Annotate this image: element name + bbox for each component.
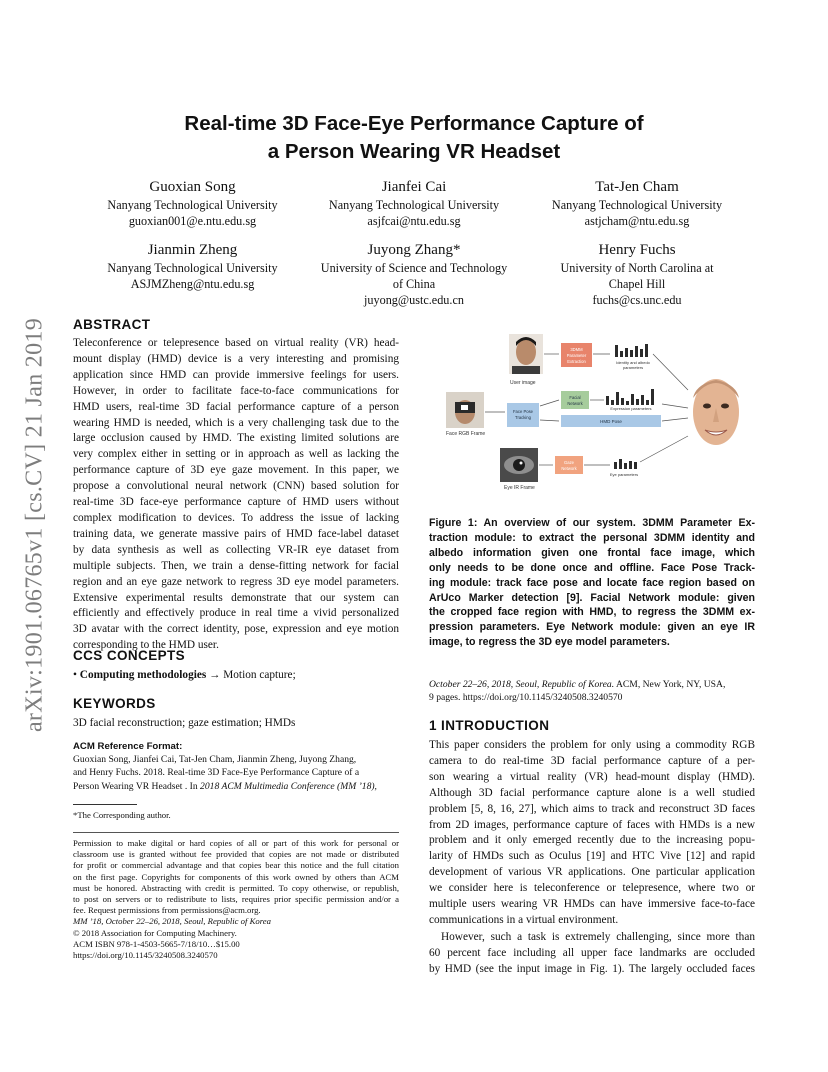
paper-title: [0, 110, 828, 166]
user-image: [509, 334, 543, 374]
text-line: very complex either in setting or in approach as well as lacking the: [73, 448, 399, 461]
expression-label: Expression parameters: [610, 406, 652, 411]
arxiv-id: arXiv:1901.06765v1 [cs.CV] 21 Jan 2019: [21, 317, 48, 733]
label-user-image: User image: [510, 380, 536, 386]
title-line-1: Real-time 3D Face-Eye Performance Capture of: [184, 112, 644, 135]
face-pose-label-2: Tracking: [515, 415, 531, 420]
text-line: mount display (HMD) device is a very interesting and promising: [73, 352, 399, 365]
text-line: problem and it only emerged recently due to the increasing popu-: [429, 834, 755, 847]
text-line: ArUco Marker detection [9]. Facial Network module: given: [429, 591, 755, 604]
gaze-network-box: [555, 456, 583, 474]
author-block-1: [85, 178, 300, 229]
author-email: juyong@ustc.edu.cn: [364, 293, 464, 307]
abstract-body: [73, 336, 399, 654]
author-email: ASJMZheng@ntu.edu.sg: [130, 277, 255, 291]
text-line: fee. Request permissions from permissions@acm.org.: [73, 905, 261, 916]
author-email: guoxian001@e.ntu.edu.sg: [128, 214, 257, 228]
facial-net-label-2: Network: [567, 401, 583, 406]
acm-ref-continued: [429, 678, 755, 704]
identity-bars: [615, 344, 648, 357]
text-line: training data, we generate massive pairs of HMD face-label dataset: [73, 527, 399, 540]
acm-ref-cont-line: 9 pages. https://doi.org/10.1145/3240508.3240570: [429, 692, 623, 704]
arxiv-sidebar: [10, 290, 60, 760]
facial-net-label-1: Facial: [569, 395, 581, 400]
text-line: wearing HMD is needed, which is a very challenging task due to the: [73, 416, 399, 429]
acm-ref-line: Guoxian Song, Jianfei Cai, Tat-Jen Cham, Jianmin Zheng, Juyong Zhang,: [73, 754, 357, 766]
param-ext-label-1: 3DMM: [570, 347, 583, 352]
author-email: asjfcai@ntu.edu.sg: [367, 214, 461, 228]
text-line: Extensive experimental results demonstrate that our system can: [73, 591, 399, 604]
ccs-arrow: →: [209, 669, 221, 681]
text-line: Figure 1: An overview of our system. 3DMM Parameter Ex-: [429, 517, 755, 529]
text-line: larity of HMDs such as Oculus [19] and HTC Vive [12] and rapid: [429, 850, 755, 863]
author-block-3: [528, 178, 746, 229]
footnote-rule: [73, 804, 137, 805]
permission-doi: https://doi.org/10.1145/3240508.3240570: [73, 950, 218, 961]
text-line: region and an eye gaze network to regress 3D eye model parameters.: [73, 575, 399, 588]
gaze-net-label-1: Gaze: [563, 460, 575, 465]
text-line: communications in a virtual environment.: [429, 913, 619, 926]
author-name: Jianfei Cai: [381, 179, 447, 195]
abstract-heading: ABSTRACT: [73, 317, 151, 332]
acm-ref-cont-line: October 22–26, 2018, Seoul, Republic of Korea. ACM, New York, NY, USA,: [429, 679, 726, 690]
intro-body: [429, 738, 755, 929]
title-line-2: a Person Wearing VR Headset: [267, 140, 561, 163]
author-name: Tat-Jen Cham: [595, 179, 679, 195]
author-name: Juyong Zhang*: [367, 242, 461, 258]
acm-ref-heading: ACM Reference Format:: [73, 741, 183, 752]
ccs-heading: CCS CONCEPTS: [73, 648, 186, 663]
text-line: However, in order to facilitate face-to-face communications for: [73, 384, 399, 397]
permission-rule: [73, 832, 399, 833]
author-name: Jianmin Zheng: [147, 242, 238, 258]
author-block-6: [528, 241, 746, 308]
text-line: we consider here is teleconference or telepresence, where two or: [429, 882, 755, 895]
text-line: However, such a task is extremely challenging, since more than: [441, 931, 755, 943]
author-email: astjcham@ntu.edu.sg: [584, 214, 690, 228]
text-line: to post on servers or to redistribute to lists, requires prior specific permission and/or a: [73, 894, 399, 905]
text-line: multiple subjects. Then, we train a dense-fitting network for facial: [73, 559, 399, 572]
text-line: must be honored. Abstracting with credit is permitted. To copy otherwise, or republish,: [73, 882, 399, 893]
ccs-bold: Computing methodologies: [79, 669, 207, 681]
identity-label-1: Identity and albedo: [616, 360, 650, 365]
text-line: ing module: track face pose and locate face region based on: [429, 576, 755, 589]
text-line: propose a convolutional neural network (CNN) based solution for: [73, 480, 399, 493]
text-line: 3D avatar with the correct identity, pose, expression and eye motion: [73, 623, 399, 636]
text-line: Although 3D facial performance capture alone is a well studied: [429, 786, 755, 799]
face-rgb-frame: [446, 392, 484, 428]
text-line: corresponding to the HMD user.: [73, 639, 219, 652]
permission-isbn: ACM ISBN 978-1-4503-5665-7/18/10…$15.00: [73, 938, 240, 949]
author-affiliation: Nanyang Technological University: [328, 198, 500, 212]
param-ext-label-3: Extraction: [567, 359, 586, 364]
author-block-4: [85, 241, 300, 292]
acm-ref-line: Person Wearing VR Headset . In 2018 ACM Multimedia Conference (MM ’18),: [73, 780, 377, 792]
text-line: application since HMD can provide immersive feelings for users.: [73, 368, 399, 381]
text-line: classroom use is granted without fee provided that copies are not made or distributed: [73, 849, 399, 860]
figure-1-caption: [429, 516, 755, 650]
acm-ref-line: and Henry Fuchs. 2018. Real-time 3D Face-Eye Performance Capture of a: [73, 767, 360, 779]
text-line: from 2D images, performance capture of faces with HMDs is a new: [429, 818, 755, 831]
text-line: image, to regress the 3D eye model parameters.: [429, 636, 670, 649]
author-block-2: [305, 178, 523, 229]
ccs-rest: Motion capture;: [223, 669, 296, 681]
author-affiliation: University of North Carolina at: [560, 261, 714, 275]
param-ext-label-2: Parameter: [566, 353, 587, 358]
text-line: the cropped face region with HMD, to regress the 3DMM ex-: [429, 606, 755, 619]
author-email: fuchs@cs.unc.edu: [592, 293, 682, 307]
text-line: multiple users wearing VR HMDs can have immersive face-to-face: [429, 898, 755, 911]
keywords-heading: KEYWORDS: [73, 696, 156, 711]
text-line: efficiently and effectively produce in real time a vivid personalized: [73, 607, 399, 620]
text-line: traction module: to extract the personal 3DMM identity and: [429, 531, 755, 544]
ccs-line: [73, 668, 399, 684]
footnote: *The Corresponding author.: [73, 810, 171, 820]
author-affiliation-cont: of China: [392, 277, 436, 291]
text-line: albedo information given one frontal face image, which: [429, 546, 755, 559]
text-line: by HMD (see the input image in Fig. 1). The largely occluded faces: [429, 962, 755, 975]
text-line: This paper considers the problem for only using a commodity RGB: [429, 739, 755, 751]
text-line: pression parameters. Eye Network module: given an eye IR: [429, 621, 755, 634]
text-line: development of various VR applications. One particular application: [429, 866, 755, 879]
gaze-net-label-2: Network: [561, 466, 577, 471]
text-line: large occlusion caused by HMD. The existing limited solutions are: [73, 432, 399, 445]
author-affiliation-cont: Chapel Hill: [608, 277, 666, 291]
text-line: 60 percent face including all upper face landmarks are occluded: [429, 946, 755, 959]
expression-bars: [606, 389, 654, 405]
permission-copyright: © 2018 Association for Computing Machinery.: [73, 927, 237, 938]
keywords-text: 3D facial reconstruction; gaze estimation; HMDs: [73, 717, 296, 729]
ccs-bullet: •: [73, 669, 77, 681]
text-line: by data synthesis as well as collecting VR-IR eye dataset from: [73, 543, 399, 556]
label-eye-ir: Eye IR Frame: [504, 485, 535, 491]
text-line: camera to do real-time 3D facial performance capture of a per-: [429, 754, 755, 767]
text-line: performance capture of 3D eye gaze movement. In this paper, we: [73, 464, 399, 477]
eye-bars: [614, 459, 637, 469]
author-affiliation: Nanyang Technological University: [551, 198, 723, 212]
text-line: real-time 3D face-eye performance capture of HMD users without: [73, 496, 399, 509]
text-line: Permission to make digital or hard copies of all or part of this work for personal or: [73, 838, 399, 848]
text-line: for profit or commercial advantage and that copies bear this notice and the full citation: [73, 860, 399, 871]
intro-heading: 1 INTRODUCTION: [429, 718, 550, 733]
hmd-pose-label: HMD Pose: [600, 419, 622, 424]
author-affiliation: Nanyang Technological University: [107, 261, 278, 275]
author-name: Guoxian Song: [149, 179, 236, 195]
identity-label-2: parameters: [622, 365, 644, 370]
text-line: only needs to be done once and offline. Face Pose Track-: [429, 561, 755, 574]
face-pose-label-1: Face Pose: [512, 409, 534, 414]
text-line: complex modification to devices. To address the issue of lacking: [73, 511, 399, 524]
eye-ir-frame: [500, 448, 538, 482]
label-face-rgb: Face RGB Frame: [446, 431, 486, 437]
author-affiliation: University of Science and Technology: [320, 261, 508, 275]
author-name: Henry Fuchs: [598, 242, 676, 258]
author-affiliation: Nanyang Technological University: [107, 198, 278, 212]
permission-venue: MM ’18, October 22–26, 2018, Seoul, Republic of Korea: [73, 916, 272, 927]
permission-block: [73, 838, 399, 961]
avatar-face: [693, 379, 739, 445]
text-line: on the first page. Copyrights for components of this work owned by others than ACM: [73, 871, 399, 882]
figure-1-overview: [440, 328, 755, 498]
text-line: HMD users, real-time 3D facial performance capture of a person: [73, 400, 399, 413]
text-line: son wearing a virtual reality (VR) head-mount display (HMD).: [429, 770, 755, 783]
eye-params-label: Eye parameters: [609, 472, 639, 477]
intro-paragraph-2: [429, 930, 755, 978]
text-line: problem [5, 8, 16, 27], which aims to track and reconstruct 3D faces: [429, 802, 755, 815]
text-line: Teleconference or telepresence based on virtual reality (VR) head-: [73, 337, 399, 349]
facial-network-box: [561, 391, 589, 409]
acm-reference: [73, 740, 399, 793]
author-block-5: [305, 241, 523, 308]
